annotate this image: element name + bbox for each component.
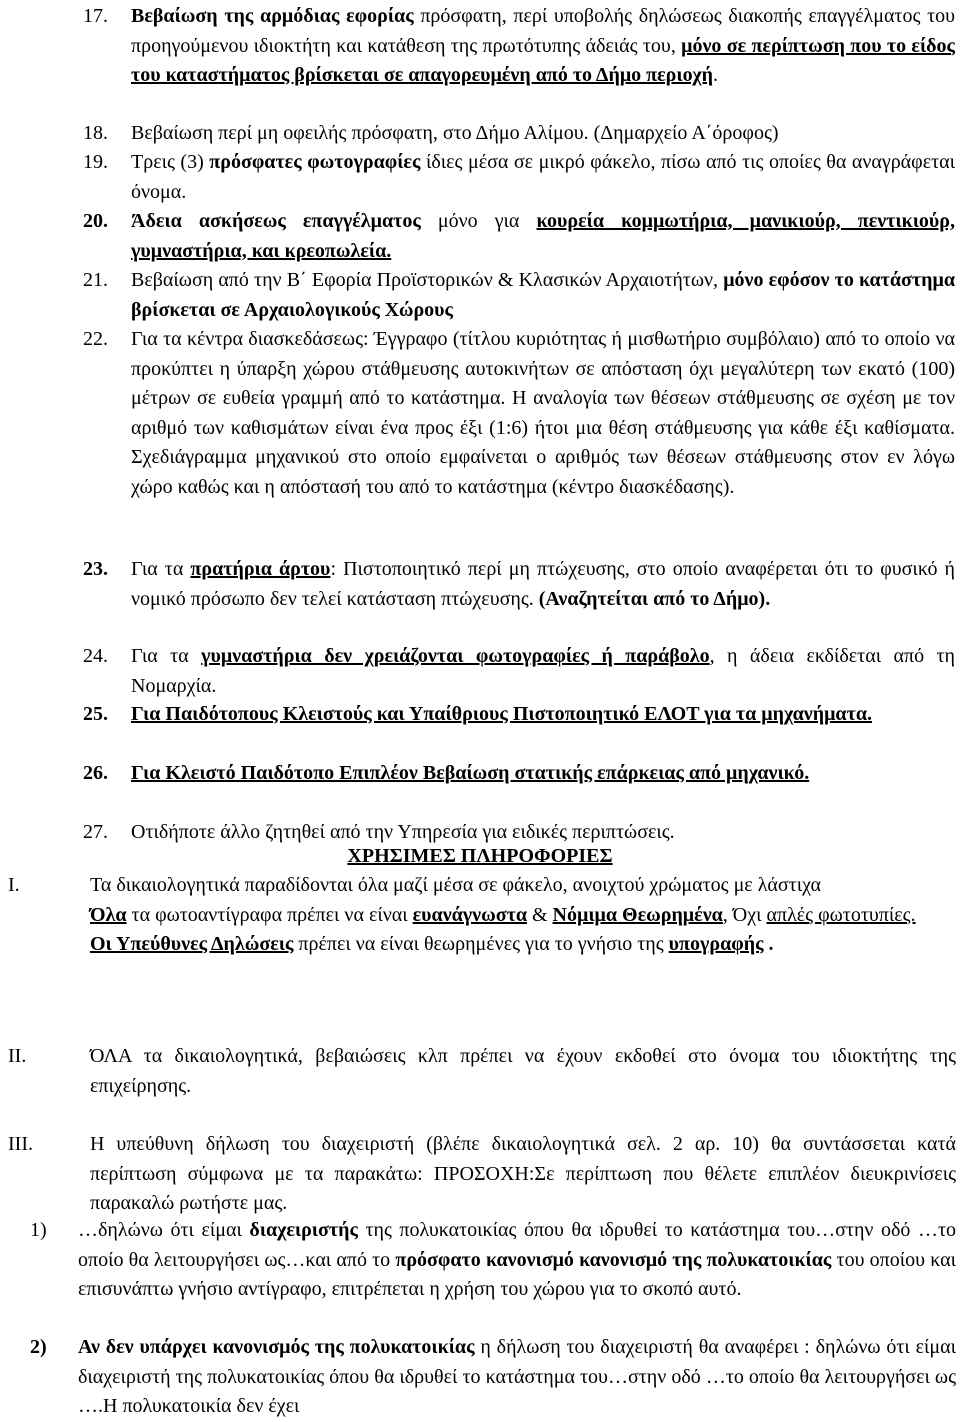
text-run: Για τα κέντρα διασκεδάσεως: Έγγραφο (τίτλου κυριότητας ή μισθωτήριο συμβόλαιο) από το οποίο να προκύπτει η ύπαρξη χώρου στάθμευσης αυτοκινήτων σε απόσταση όχι μεγαλύτερη των εκατό (100) μέτρων σε ευθεία γραμμή από το κατάστημα. Η αναλογία των θέσεων στάθμευσης σε σχέση με τον αριθμό των καθισμάτων είναι ένα προς έξι (1:6) ήτοι μια θέση στάθμευσης για κάθε έξι καθίσματα. Σχεδιάγραμμα μηχανικού στο οποίο εμφαίνεται ο αριθμός των θέσεων στάθμευσης στον εν λόγω χώρο καθώς και η απόστασή του από το κατάστημα (κέντρο διασκέδασης).: [131, 328, 955, 498]
item-number: 21.: [83, 269, 108, 291]
list-item: [83, 207, 955, 266]
text-run: Για Κλειστό Παιδότοπο Επιπλέον Βεβαίωση στατικής επάρκειας από μηχανικό.: [131, 762, 810, 784]
item-number: 24.: [83, 645, 108, 667]
text-run: Νόμιμα Θεωρημένα: [552, 903, 723, 926]
roman-numeral: III.: [8, 1133, 33, 1155]
item-number: 18.: [83, 122, 108, 144]
item-number: 25.: [83, 703, 108, 725]
text-run: (Αναζητείται από το Δήμο).: [538, 587, 771, 610]
text-run: υπογραφής: [668, 933, 764, 955]
section-paragraph: [90, 871, 956, 901]
text-run: ίδιες μέσα σε μικρό φάκελο, πίσω από τις οποίες θα αναγράφεται όνομα.: [131, 151, 955, 203]
section-body: [90, 1042, 956, 1101]
list-item: [83, 119, 955, 149]
text-run: ΌΛΑ τα δικαιολογητικά, βεβαιώσεις κλπ πρέπει να έχουν εκδοθεί στο όνομα του ιδιοκτήτης της επιχείρησης.: [90, 1045, 956, 1097]
item-number: 23.: [83, 558, 108, 580]
text-run: Για τα: [131, 558, 191, 580]
info-section: [8, 1130, 960, 1219]
item-number: 26.: [83, 762, 108, 784]
text-run: …δηλώνω ότι είμαι: [78, 1219, 250, 1241]
list-item: [83, 759, 955, 789]
text-run: : Πιστοποιητικό περί μη πτώχευσης, στο οποίο αναφέρεται ότι το φυσικό ή νομικό πρόσωπο δεν τελεί κατάσταση πτώχευσης.: [131, 558, 956, 610]
text-run: &: [526, 903, 553, 926]
case-body: [78, 1216, 956, 1305]
case-body: [78, 1333, 956, 1422]
text-run: πρόσφατη, περί υποβολής δηλώσεως διακοπής επαγγέλματος του προηγούμενου ιδιοκτήτη και κατάθεση της πρωτότυπης άδειάς του,: [131, 5, 956, 57]
text-run: ευανάγνωστα: [412, 903, 527, 926]
text-run: μόνο σε περίπτωση που το είδος του καταστήματος βρίσκεται σε απαγορευμένη από το Δήμο περιοχή: [131, 34, 955, 86]
text-run: η δήλωση του διαχειριστή θα αναφέρει : δηλώνω ότι είμαι διαχειριστή της πολυκατοικίας όπου θα ιδρυθεί το κατάστημα του…στην οδό …το οποίο θα λειτουργήσει ως ….Η πολυκατοικία δεν έχει: [78, 1336, 957, 1417]
section-body: [90, 871, 956, 960]
declaration-case: [30, 1216, 956, 1305]
text-run: απλές φωτοτυπίες.: [766, 903, 916, 926]
declaration-case: [30, 1333, 956, 1422]
section-paragraph: [90, 930, 956, 960]
text-run: τα φωτοαντίγραφα πρέπει να είναι: [126, 903, 413, 926]
text-run: μόνο εφόσον το κατάστημα βρίσκεται σε Αρχαιολογικούς Χώρους: [131, 269, 956, 321]
text-run: διαχειριστής: [249, 1219, 358, 1241]
text-run: της πολυκατοικίας όπου θα ιδρυθεί το κατάστημα του…στην οδό …το οποίο θα λειτουργήσει ως…και από το: [78, 1219, 956, 1271]
text-run: .: [712, 64, 718, 86]
text-run: Για τα: [131, 645, 202, 667]
case-label: 1): [30, 1219, 47, 1241]
text-run: πρόσφατες φωτογραφίες: [209, 151, 421, 173]
text-run: πρέπει να είναι θεωρημένες για το γνήσιο της: [293, 933, 669, 955]
text-run: του οποίου και επισυνάπτω γνήσιο αντίγραφο, επιτρέπεται η χρήση του χώρου για το σκοπό αυτό.: [78, 1248, 956, 1300]
text-run: , η άδεια εκδίδεται από τη Νομαρχία.: [131, 645, 955, 697]
list-item: [83, 325, 955, 502]
text-run: κουρεία κομμωτήρια, μανικιούρ, πεντικιούρ, γυμναστήρια, και κρεοπωλεία.: [131, 210, 955, 262]
text-run: μόνο για: [420, 210, 537, 232]
text-run: Οι Υπεύθυνες Δηλώσεις: [90, 933, 294, 955]
section-paragraph: [90, 1042, 956, 1101]
item-number: 20.: [83, 210, 108, 232]
text-run: Βεβαίωση περί μη οφειλής πρόσφατη, στο Δήμο Αλίμου. (Δημαρχείο Α΄όροφος): [131, 122, 779, 144]
section-paragraph: [90, 1130, 956, 1219]
text-run: Βεβαίωση της αρμόδιας εφορίας: [131, 5, 414, 27]
section-body: [90, 1130, 956, 1219]
text-run: Άδεια ασκήσεως επαγγέλματος: [131, 210, 421, 232]
list-item: [83, 266, 955, 325]
roman-numeral: II.: [8, 1045, 27, 1067]
text-run: Αν δεν υπάρχει κανονισμός της πολυκατοικίας: [78, 1336, 475, 1358]
text-run: Όλα: [90, 903, 127, 926]
roman-numeral: I.: [8, 874, 20, 896]
text-run: Τρεις (3): [131, 151, 210, 173]
section-paragraph: [90, 901, 956, 931]
item-number: 17.: [83, 5, 108, 27]
list-item: [83, 2, 955, 91]
text-run: Τα δικαιολογητικά παραδίδονται όλα μαζί μέσα σε φάκελο, ανοιχτού χρώματος με λάστιχα: [90, 874, 821, 896]
section-title: ΧΡΗΣΙΜΕΣ ΠΛΗΡΟΦΟΡΙΕΣ: [347, 845, 613, 867]
text-run: .: [763, 933, 774, 955]
item-number: 22.: [83, 328, 108, 350]
text-run: πρόσφατο κανονισμό κανονισμό της πολυκατοικίας: [395, 1248, 832, 1271]
info-section: [8, 871, 960, 960]
item-number: 19.: [83, 151, 108, 173]
text-run: , Όχι: [722, 903, 767, 926]
item-number: 27.: [83, 821, 108, 843]
case-label: 2): [30, 1336, 47, 1358]
text-run: πρατήρια άρτου: [190, 558, 331, 580]
text-run: γυμναστήρια δεν χρειάζονται φωτογραφίες ή παράβολο: [201, 645, 710, 667]
list-item: [83, 642, 955, 701]
list-item: [83, 555, 955, 614]
text-run: Βεβαίωση από την Β΄ Εφορία Προϊστορικών & Κλασικών Αρχαιοτήτων,: [131, 269, 724, 291]
list-item: [83, 148, 955, 207]
text-run: Η υπεύθυνη δήλωση του διαχειριστή (βλέπε δικαιολογητικά σελ. 2 αρ. 10) θα συντάσσεται κατά περίπτωση σύμφωνα με τα παρακάτω: ΠΡΟΣΟΧΗ:Σε περίπτωση που θέλετε επιπλέον διευκρινίσεις παρακαλώ ρωτήστε μας.: [90, 1133, 956, 1214]
text-run: Για Παιδότοπους Κλειστούς και Υπαίθριους Πιστοποιητικό ΕΛΟΤ για τα μηχανήματα.: [131, 703, 872, 725]
text-run: Οτιδήποτε άλλο ζητηθεί από την Υπηρεσία για ειδικές περιπτώσεις.: [131, 821, 675, 843]
info-section: [8, 1042, 960, 1101]
list-item: [83, 700, 955, 730]
